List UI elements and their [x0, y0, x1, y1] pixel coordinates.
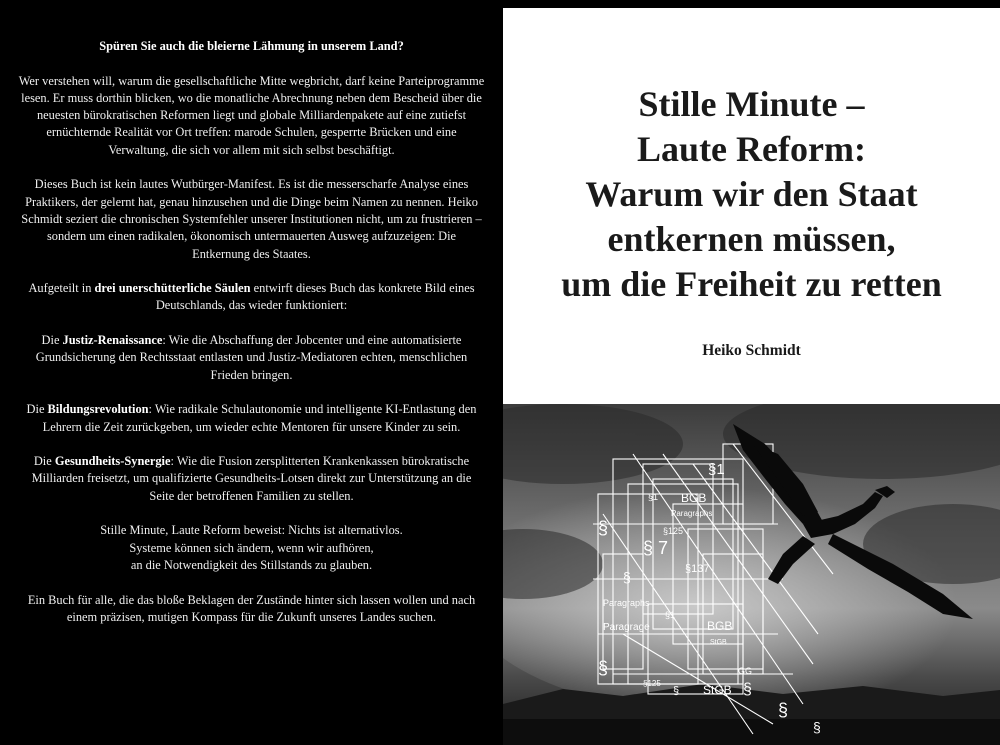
legal-label: BGB	[681, 491, 707, 505]
title-line-2: Laute Reform:	[637, 129, 866, 169]
title-line-3: Warum wir den Staat	[585, 174, 918, 214]
legal-label: §137	[685, 563, 710, 575]
legal-label: StGB	[710, 639, 727, 646]
legal-label: Paragraphs	[603, 598, 650, 608]
back-cover-blurb	[18, 38, 485, 643]
blurb-closing	[18, 522, 485, 574]
para3-bold: drei unerschütterliche Säulen	[94, 281, 251, 296]
legal-label: §	[673, 685, 680, 697]
legal-label: GG	[738, 666, 753, 676]
legal-label: Paragraphs	[671, 509, 713, 518]
legal-label: §	[623, 569, 631, 585]
para3-pre: Aufgeteilt in	[28, 281, 95, 296]
para3-post: entwirft dieses Buch das konkrete Bild eines Deutschlands, das wieder funktioniert:	[155, 281, 475, 313]
legal-label: § 7	[643, 538, 669, 558]
pillar1-bold: Justiz-Renaissance	[62, 333, 163, 348]
blurb-heading: Spüren Sie auch die bleierne Lähmung in unserem Land?	[99, 39, 404, 53]
title-line-1: Stille Minute –	[638, 84, 865, 124]
blurb-final: Ein Buch für alle, die das bloße Beklagen der Zustände hinter sich lassen wollen und nach einem präzisen, mutigen Kompass für die Zukunft unseres Landes suchen.	[27, 592, 476, 624]
pillar3-pre: Die	[33, 454, 55, 469]
legal-label: §	[598, 518, 609, 538]
blurb-paragraph-1: Wer verstehen will, warum die gesellschaftliche Mitte wegbricht, darf keine Parteiprogramme lesen. Er muss dorthin blicken, wo die monatliche Abrechnung neben dem Bescheid über die neuesten bürokratischen Reformen liegt und globale Milliardenpakete auf eine zutiefst ernüchternde Realität vor Ort treffen: marode Schulen, gesperrte Brücken und eine Verwaltung, die sich vor allem mit sich selbst beschäftigt.	[18, 73, 485, 157]
front-top-strip	[503, 0, 1000, 8]
legal-label: §1	[708, 461, 725, 478]
pillar1-post: : Wie die Abschaffung der Jobcenter und eine automatisierte Grundsicherung den Rechtsstaat entlasten und Justiz-Mediatoren echten, menschlichen Frieden bringen.	[35, 333, 468, 382]
pillar3-post: : Wie die Fusion zersplitterten Krankenkassen bürokratische Milliarden freisetzt, um qualifizierte Gesundheits-Lotsen direkt zur Unterstützung an die Seite der betroffenen Familien zu stellen.	[31, 454, 472, 503]
blurb-paragraph-3	[18, 280, 485, 315]
legal-label: §125	[643, 679, 661, 688]
legal-label: §	[813, 719, 821, 735]
legal-label: BGB	[707, 619, 733, 633]
legal-label: StGB	[703, 683, 732, 697]
closing-line-1: Stille Minute, Laute Reform beweist: Nichts ist alternativlos.	[100, 523, 403, 538]
legal-label: §	[598, 658, 609, 678]
closing-line-2: Systeme können sich ändern, wenn wir aufhören,	[129, 540, 374, 555]
pillar2-bold: Bildungsrevolution	[47, 402, 149, 417]
cover-illustration	[503, 404, 1000, 745]
front-cover-title-panel	[503, 8, 1000, 404]
book-title	[503, 82, 1000, 307]
title-line-4: entkernen müssen,	[607, 219, 896, 259]
book-author: Heiko Schmidt	[702, 342, 801, 359]
pillar2-post: : Wie radikale Schulautonomie und intelligente KI-Entlastung den Lehrern die Zeit zurückgeben, um wieder echte Mentoren für unsere Kinder zu sein.	[42, 402, 477, 434]
legal-label: §1	[648, 492, 659, 502]
pillar1-pre: Die	[41, 333, 63, 348]
title-line-5: um die Freiheit zu retten	[561, 264, 942, 304]
legal-label: §	[743, 681, 752, 698]
pillar2-pre: Die	[26, 402, 48, 417]
pillar-gesundheit	[18, 453, 485, 505]
legal-label: Paragrage	[603, 622, 650, 633]
pillar-justiz	[18, 332, 485, 384]
illustration-svg	[503, 404, 1000, 745]
blurb-paragraph-2: Dieses Buch ist kein lautes Wutbürger-Manifest. Es ist die messerscharfe Analyse eines Praktikers, der gelernt hat, genau hinzusehen und die Dinge beim Namen zu nennen. Heiko Schmidt seziert die chronischen Systemfehler unserer Institutionen nicht, um zu frustrieren – sondern um einen radikalen, ökonomisch untermauerten Ausweg aufzuzeigen: Die Entkernung des Staates.	[21, 177, 482, 261]
pillar3-bold: Gesundheits-Synergie	[54, 454, 171, 469]
legal-label: §	[778, 700, 789, 720]
legal-label: §1	[665, 610, 676, 620]
legal-label: §125	[663, 526, 684, 536]
closing-line-3: an die Notwendigkeit des Stillstands zu glauben.	[130, 557, 373, 572]
pillar-bildung	[18, 401, 485, 436]
